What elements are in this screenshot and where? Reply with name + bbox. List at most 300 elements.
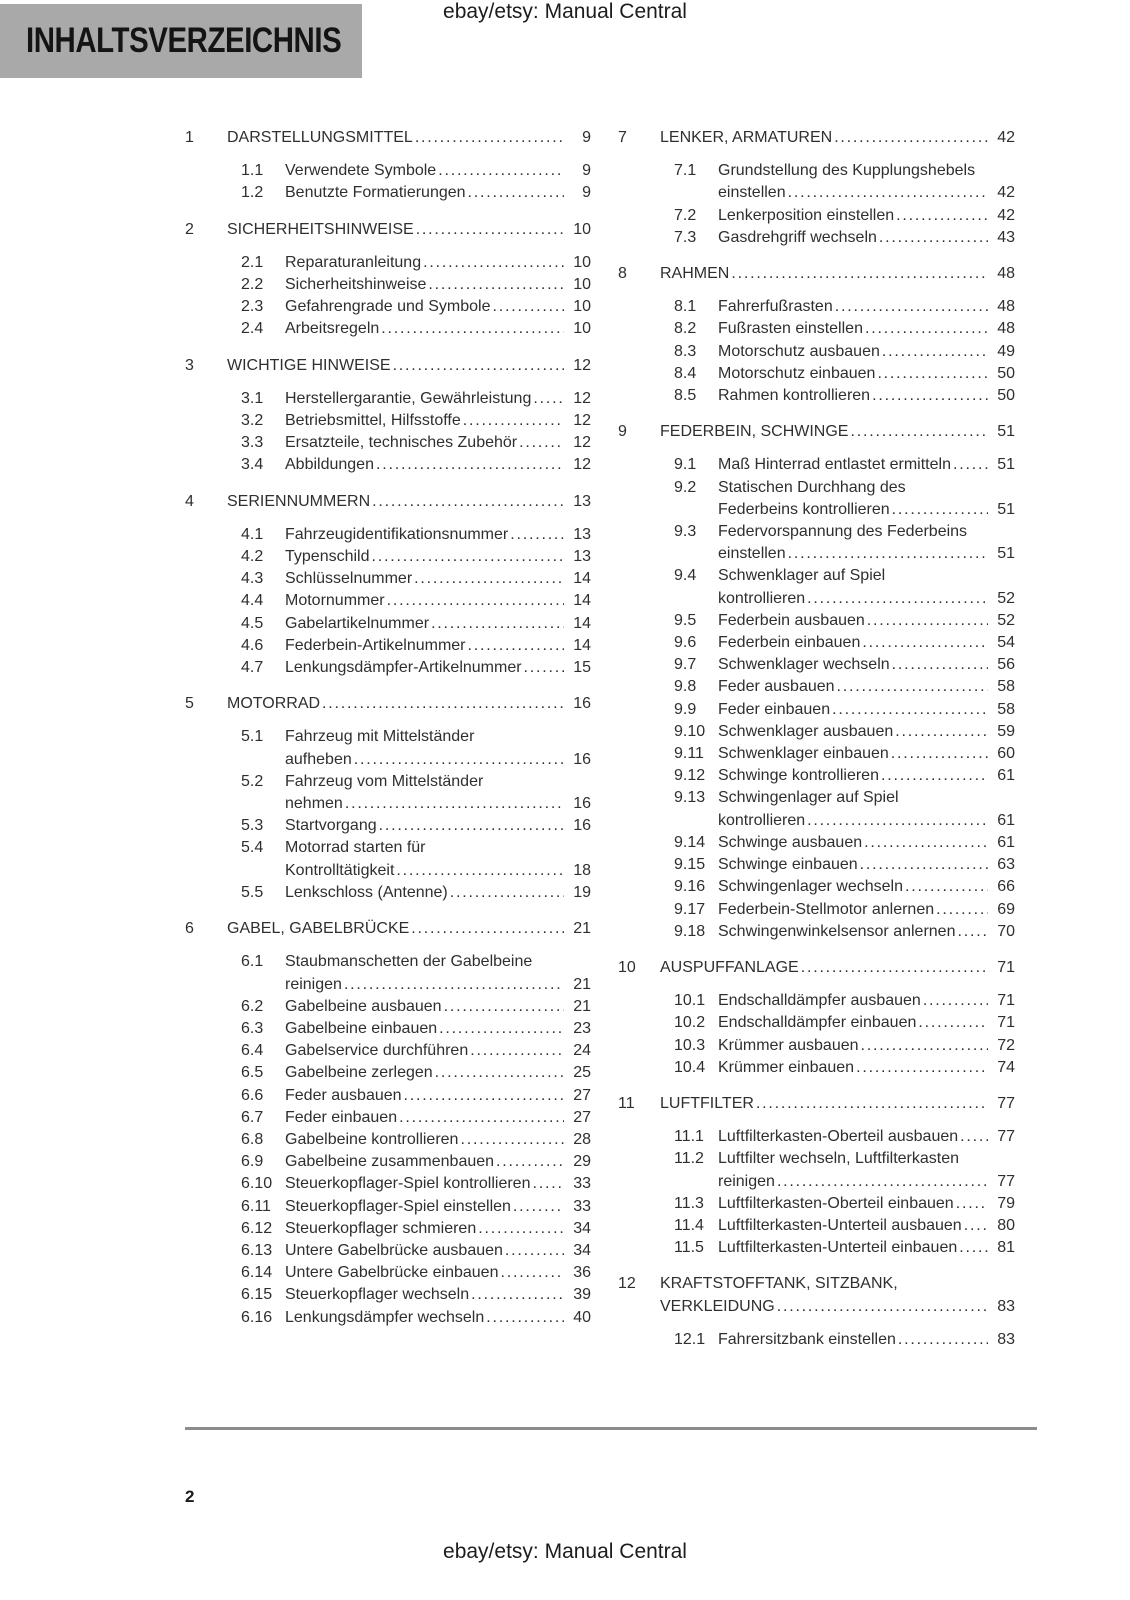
toc-leader-dots [450,882,564,904]
toc-item-line [718,182,1015,204]
toc-item-page: 10 [573,320,591,338]
toc-item-title: Steuerkopflager-Spiel kontrollieren [285,1175,531,1193]
toc-item-number: 11.5 [674,1239,704,1257]
toc-entry-row [185,1284,591,1306]
toc-leader-dots [777,1296,988,1318]
toc-item-title-continued: kontrollieren [718,811,806,829]
toc-item-title-continued: reinigen [285,975,342,993]
toc-leader-dots [470,1040,564,1062]
toc-item-page: 81 [997,1239,1015,1257]
toc-leader-dots [404,1085,564,1107]
toc-item-line [285,749,591,771]
toc-item-line [285,882,591,904]
toc-item-title-block [285,182,591,204]
toc-leader-dots [345,793,564,815]
toc-leader-dots [856,1057,988,1079]
toc-item-line [718,227,1015,249]
toc-item-title-block [718,1057,1015,1079]
toc-item-title: Typenschild [285,548,370,566]
toc-entry-row [618,765,1015,787]
toc-item-title-block [285,1218,591,1240]
toc-leader-dots [423,252,564,274]
toc-item-title: Fahrerfußrasten [718,298,833,316]
toc-item-number: 9.18 [674,922,706,940]
toc-item-title-block [718,1035,1015,1057]
toc-item-number: 4.2 [241,548,264,566]
toc-item-title-block [285,252,591,274]
toc-item-title: Federbein ausbauen [718,611,865,629]
toc-item-number: 10 [618,958,636,976]
toc-entry-row [618,521,1015,565]
toc-item-title-block [718,854,1015,876]
toc-item-title: Gefahrengrade und Symbole [285,298,491,316]
toc-entry-row [185,635,591,657]
toc-chapter-row [618,127,1015,149]
toc-entry-row [185,1085,591,1107]
toc-leader-dots [372,491,564,513]
toc-item-line [718,632,1015,654]
toc-leader-dots [877,363,988,385]
toc-leader-dots [379,815,564,837]
toc-leader-dots [500,1262,564,1284]
toc-item-title: Krümmer ausbauen [718,1036,859,1054]
toc-item-page: 24 [573,1042,591,1060]
toc-leader-dots [387,590,564,612]
toc-entry-row [185,1262,591,1284]
toc-item-title: Rahmen kontrollieren [718,387,871,405]
toc-item-number: 4 [185,492,194,510]
toc-item-line [718,318,1015,340]
toc-entry-row [618,1237,1015,1259]
toc-item-title-block [718,832,1015,854]
toc-item-title: Sicherheitshinweise [285,276,427,294]
toc-item-page: 74 [997,1058,1015,1076]
toc-entry-row [185,771,591,815]
toc-item-page: 12 [573,356,591,374]
toc-item-page: 51 [997,545,1015,563]
toc-item-number: 4.7 [241,659,264,677]
toc-item-page: 77 [997,1128,1015,1146]
toc-chapter-row [185,127,591,149]
toc-item-line [285,1151,591,1173]
toc-entry-row [618,699,1015,721]
toc-leader-dots [879,227,988,249]
toc-item-number: 8.3 [674,342,697,360]
toc-item-title-block [285,1262,591,1284]
toc-entry-row [618,1035,1015,1057]
toc-chapter-row [618,957,1015,979]
toc-entry-row [185,160,591,182]
toc-item-title: Fußrasten einstellen [718,320,863,338]
toc-item-title: Gabelbeine zusammenbauen [285,1153,495,1171]
toc-item-number: 9.5 [674,611,697,629]
toc-item-number: 6.16 [241,1308,273,1326]
toc-item-title-block [718,676,1015,698]
toc-item-number: 9.8 [674,678,697,696]
toc-item-title-block [285,318,591,340]
toc-item-title-block [718,318,1015,340]
toc-entry-row [185,815,591,837]
toc-item-page: 54 [997,634,1015,652]
toc-leader-dots [460,1129,564,1151]
toc-item-line [285,1018,591,1040]
toc-entry-row [618,1057,1015,1079]
toc-item-page: 63 [997,856,1015,874]
toc-entry-row [185,318,591,340]
toc-item-title-block [285,1307,591,1329]
toc-leader-dots [478,1218,564,1240]
toc-item-title-block [718,227,1015,249]
toc-item-line [285,252,591,274]
toc-item-title-block [718,1237,1015,1259]
toc-item-title-block [285,635,591,657]
toc-item-page: 49 [997,342,1015,360]
toc-leader-dots [953,454,988,476]
toc-entry-row [618,990,1015,1012]
toc-leader-dots [834,127,988,149]
toc-item-page: 69 [997,900,1015,918]
toc-item-title-block [718,363,1015,385]
toc-leader-dots [435,1062,564,1084]
toc-item-title-block [285,1240,591,1262]
toc-leader-dots [918,1012,988,1034]
toc-item-page: 83 [997,1330,1015,1348]
toc-item-line [227,127,591,149]
toc-item-title: Arbeitsregeln [285,320,380,338]
toc-item-page: 83 [997,1297,1015,1315]
toc-item-page: 50 [997,364,1015,382]
toc-item-number: 11.1 [674,1128,704,1146]
toc-item-number: 6 [185,920,194,938]
toc-entry-row [618,921,1015,943]
toc-item-title-block [718,610,1015,632]
toc-entry-row [185,1129,591,1151]
toc-item-title-block [718,565,1015,609]
toc-entry-row [185,1173,591,1195]
header-title: ebay/etsy: Manual Central [443,0,687,23]
toc-item-title: Schwinge kontrollieren [718,767,879,785]
toc-item-title: Reparaturanleitung [285,253,422,271]
toc-item-title-block [718,721,1015,743]
toc-item-title: Startvorgang [285,817,377,835]
toc-item-line [285,996,591,1018]
toc-item-title-continued: einstellen [718,184,786,202]
toc-item-page: 72 [997,1036,1015,1054]
toc-item-title: Statischen Durchhang des [718,478,906,496]
toc-item-number: 5.5 [241,883,264,901]
toc-item-title-block [227,127,591,149]
toc-item-title: Federbein-Artikelnummer [285,636,466,654]
toc-item-page: 21 [573,920,591,938]
toc-item-title-block [285,568,591,590]
toc-item-number: 6.1 [241,953,264,971]
toc-item-title: Schwinge ausbauen [718,833,863,851]
toc-item-line [718,1126,1015,1148]
toc-item-page: 70 [997,922,1015,940]
toc-item-title: DARSTELLUNGSMITTEL [227,129,413,146]
toc-item-line [718,499,1015,521]
toc-entry-row [185,657,591,679]
toc-entry-row [185,410,591,432]
toc-item-page: 16 [573,750,591,768]
toc-item-page: 39 [573,1286,591,1304]
toc-item-title: SICHERHEITSHINWEISE [227,220,414,238]
toc-item-title-block [285,1107,591,1129]
toc-item-number: 4.6 [241,636,264,654]
toc-item-title-continued: nehmen [285,795,343,813]
toc-item-page: 12 [573,389,591,407]
toc-entry-row [185,1107,591,1129]
toc-item-title-block [285,771,591,815]
toc-entry-row [618,1329,1015,1351]
toc-item-number: 12.1 [674,1330,706,1348]
toc-entry-row [185,1307,591,1329]
toc-item-title-block [285,432,591,454]
toc-chapter-row [185,355,591,377]
toc-item-line [718,854,1015,876]
toc-item-title: SERIENNUMMERN [227,492,371,510]
toc-entry-row [185,546,591,568]
toc-item-line [285,274,591,296]
toc-item-title: Luftfilterkasten-Oberteil ausbauen [718,1128,959,1146]
toc-item-line [285,296,591,318]
toc-item-title-block [285,546,591,568]
toc-leader-dots [533,388,564,410]
toc-item-title-block [285,1062,591,1084]
toc-item-line [285,318,591,340]
toc-leader-dots [471,1284,564,1306]
toc-item-number: 2.4 [241,320,264,338]
toc-column-left [185,127,591,1329]
toc-item-title-block [285,1040,591,1062]
toc-item-page: 42 [997,206,1015,224]
toc-item-title-block [285,1129,591,1151]
toc-item-page: 16 [573,795,591,813]
toc-item-line [285,524,591,546]
toc-leader-dots [936,899,988,921]
toc-item-title: Federvorspannung des Federbeins [718,523,968,541]
toc-item-page: 77 [997,1172,1015,1190]
toc-item-line [285,860,591,882]
toc-item-page: 21 [573,997,591,1015]
toc-leader-dots [807,810,988,832]
toc-leader-dots [788,182,988,204]
toc-item-title: Feder einbauen [285,1108,398,1126]
toc-item-title-block [718,205,1015,227]
toc-item-line [285,1262,591,1284]
toc-item-title-block [285,1151,591,1173]
toc-item-title: Gabelbeine kontrollieren [285,1130,459,1148]
toc-item-page: 13 [573,525,591,543]
toc-item-number: 6.9 [241,1153,264,1171]
toc-item-title-block [285,815,591,837]
toc-item-number: 6.5 [241,1064,264,1082]
toc-item-title-block [285,454,591,476]
toc-item-title: FEDERBEIN, SCHWINGE [660,423,849,441]
toc-item-title: LUFTFILTER [660,1094,754,1112]
toc-item-number: 9.2 [674,478,697,496]
toc-item-title: Fahrersitzbank einstellen [718,1330,896,1348]
toc-item-line [718,699,1015,721]
toc-item-line [285,1085,591,1107]
toc-item-title: Gabelbeine zerlegen [285,1064,433,1082]
toc-item-line [285,657,591,679]
toc-item-page: 14 [573,570,591,588]
toc-item-number: 8.5 [674,387,697,405]
toc-item-number: 2.2 [241,276,264,294]
toc-item-page: 27 [573,1086,591,1104]
toc-item-number: 1 [185,129,194,146]
toc-item-page: 12 [573,412,591,430]
toc-item-number: 5.4 [241,839,264,857]
toc-entry-row [185,1151,591,1173]
toc-entry-row [618,363,1015,385]
toc-item-title: Luftfilterkasten-Unterteil einbauen [718,1239,958,1257]
toc-item-title: Fahrzeug mit Mittelständer [285,728,475,746]
toc-item-title: Verwendete Symbole [285,162,437,180]
toc-item-page: 71 [997,1014,1015,1032]
toc-chapter-row [618,421,1015,443]
toc-item-line [285,1307,591,1329]
toc-leader-dots [898,1329,988,1351]
toc-item-title: Krümmer einbauen [718,1058,855,1076]
toc-item-page: 66 [997,878,1015,896]
toc-item-title: Steuerkopflager wechseln [285,1286,470,1304]
toc-item-number: 9 [618,423,627,441]
toc-leader-dots [835,296,988,318]
toc-item-page: 59 [997,722,1015,740]
toc-item-title-block [285,1284,591,1306]
toc-leader-dots [411,918,564,940]
toc-item-number: 6.2 [241,997,264,1015]
toc-item-page: 21 [573,975,591,993]
toc-item-page: 71 [997,992,1015,1010]
toc-item-number: 5 [185,695,194,713]
toc-leader-dots [322,693,564,715]
toc-item-page: 28 [573,1130,591,1148]
toc-entry-row [618,385,1015,407]
toc-item-page: 13 [573,492,591,510]
toc-entry-row [185,388,591,410]
toc-item-number: 11.3 [674,1194,704,1212]
toc-entry-row [618,654,1015,676]
toc-entry-row [618,876,1015,898]
toc-entry-row [618,676,1015,698]
toc-leader-dots [892,499,988,521]
toc-item-page: 71 [997,958,1015,976]
toc-entry-row [618,632,1015,654]
toc-item-line [660,263,1015,285]
toc-item-title: Endschalldämpfer ausbauen [718,992,921,1010]
toc-leader-dots [881,765,988,787]
toc-item-title: Betriebsmittel, Hilfsstoffe [285,412,461,430]
toc-item-number: 12 [618,1275,636,1293]
toc-item-title: Schwenklager wechseln [718,656,890,674]
toc-item-page: 34 [573,1219,591,1237]
toc-entry-row [185,1218,591,1240]
toc-item-title-block [718,1215,1015,1237]
toc-chapter-row [185,491,591,513]
toc-item-line [285,1062,591,1084]
toc-entry-row [185,1062,591,1084]
toc-leader-dots [414,568,564,590]
toc-entry-row [618,743,1015,765]
toc-chapter-row [185,219,591,241]
toc-item-title: Abbildungen [285,456,374,474]
toc-leader-dots [905,876,988,898]
toc-item-title: Schwingenlager auf Spiel [718,789,899,807]
toc-item-title: Benutzte Formatierungen [285,184,466,202]
toc-item-title: Motorschutz einbauen [718,364,876,382]
footer-divider [185,1427,1037,1430]
toc-entry-row [185,252,591,274]
toc-entry-row [185,1196,591,1218]
toc-item-title: Gabelartikelnummer [285,614,430,632]
toc-item-number: 8.1 [674,298,697,316]
toc-leader-dots [861,1035,988,1057]
toc-leader-dots [862,632,988,654]
toc-item-title: Staubmanschetten der Gabelbeine [285,953,533,971]
toc-item-title-block [718,1126,1015,1148]
toc-item-title-block [660,957,1015,979]
toc-item-number: 3.1 [241,389,264,407]
toc-item-title-block [718,385,1015,407]
toc-item-title: MOTORRAD [227,695,321,713]
toc-item-line [285,974,591,996]
toc-entry-row [618,205,1015,227]
toc-item-title-block [718,699,1015,721]
toc-item-number: 6.14 [241,1264,273,1282]
toc-item-line [227,918,591,940]
footer-title: ebay/etsy: Manual Central [443,1540,687,1563]
toc-leader-dots [468,635,564,657]
toc-item-number: 10.1 [674,992,706,1010]
toc-item-title-block [285,837,591,881]
toc-item-page: 15 [573,659,591,677]
toc-item-number: 6.8 [241,1130,264,1148]
toc-item-title-block [660,421,1015,443]
toc-leader-dots [532,1173,564,1195]
toc-entry-row [185,274,591,296]
toc-item-title-block [285,657,591,679]
toc-item-title: Steuerkopflager-Spiel einstellen [285,1197,511,1215]
toc-item-title: Schwenklager auf Spiel [718,567,886,585]
toc-item-title-block [227,918,591,940]
toc-item-number: 6.15 [241,1286,273,1304]
toc-leader-dots [396,860,564,882]
toc-leader-dots [444,996,564,1018]
toc-item-title-block [718,876,1015,898]
toc-item-line [285,1040,591,1062]
toc-item-page: 77 [997,1094,1015,1112]
toc-leader-dots [923,990,988,1012]
toc-item-number: 9.3 [674,523,697,541]
toc-item-page: 10 [573,253,591,271]
toc-entry-row [185,296,591,318]
toc-item-title-block [718,743,1015,765]
toc-item-number: 6.4 [241,1042,264,1060]
toc-leader-dots [439,1018,564,1040]
toc-item-number: 9.9 [674,700,697,718]
toc-chapter-row [185,693,591,715]
toc-item-title-block [285,613,591,635]
toc-item-page: 27 [573,1108,591,1126]
toc-item-line [285,1218,591,1240]
toc-entry-row [618,477,1015,521]
toc-item-line [227,693,591,715]
toc-item-page: 42 [997,129,1015,146]
toc-item-number: 3.3 [241,434,264,452]
